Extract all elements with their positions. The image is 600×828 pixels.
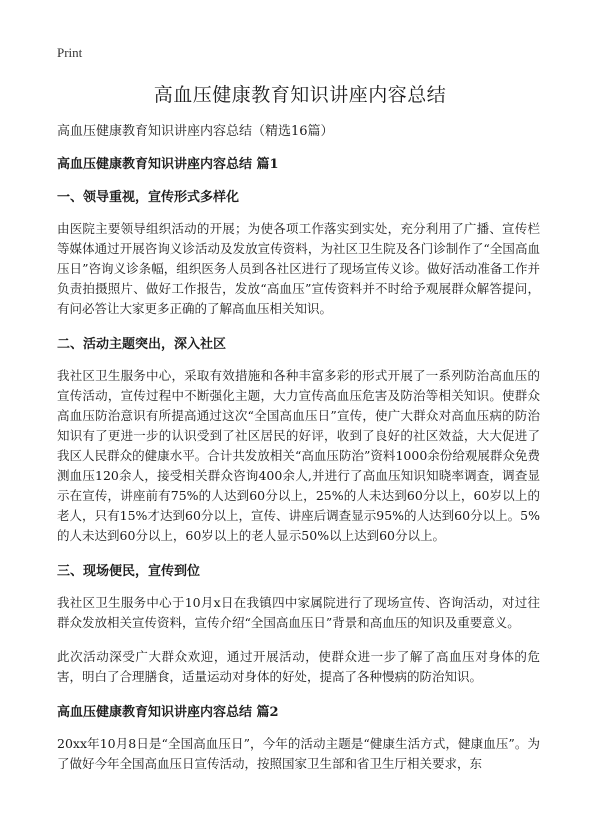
section-heading: 二、活动主题突出，深入社区 [57,337,227,352]
article-2 [57,701,540,774]
paragraph: 我社区卫生服务中心，采取有效措施和各种丰富多彩的形式开展了一系列防治高血压的宣传活动，宣传过程中不断强化主题，大力宣传高血压危害及防治等相关知识。使群众高血压防治意识有所提高通过这次“全国高血压日”宣传，使广大群众对高血压病的防治知识有了更进一步的认识受到了社区居民的好评，收到了良好的社区效益，大大促进了我区人民群众的健康水平。合计共发放相关“高血压防治”资料1000余份给观展群众免费测血压120余人，接受相关群众咨询400余人,并进行了高血压知识知晓率调查，调查显示在宣传，讲座前有75%的人达到60分以上，25%的人未达到60分以上，60岁以上的老人，只有15%才达到60分以上，宣传、讲座后调查显示95%的人达到60分以上。5%的人未达到60分以上，60岁以上的老人显示50%以上达到60分以上。 [57,368,540,543]
article-heading: 高血压健康教育知识讲座内容总结 篇1 [57,157,279,172]
paragraph: 我社区卫生服务中心于10月x日在我镇四中家属院进行了现场宣传、咨询活动，对过往群众发放相关宣传资料，宣传介绍“全国高血压日”背景和高血压的知识及重要意义。 [57,595,540,630]
article-heading: 高血压健康教育知识讲座内容总结 篇2 [57,705,279,720]
document-subtitle: 高血压健康教育知识讲座内容总结（精选16篇） [57,124,334,139]
paragraph: 由医院主要领导组织活动的开展；为使各项工作落实到实处，充分利用了广播、宣传栏等媒体通过开展咨询义诊活动及发放宣传资料，为社区卫生院及各门诊制作了“全国高血压日”咨询义诊条幅，组织医务人员到各社区进行了现场宣传义诊。做好活动准备工作并负责拍摄照片、做好工作报告，发放“高血压”宣传资料并不时给予观展群众解答提问，有问必答让大家更多正确的了解高血压相关知识。 [57,221,540,316]
section-heading: 三、现场便民，宣传到位 [57,564,201,579]
paragraph: 20xx年10月8日是“全国高血压日”，今年的活动主题是“健康生活方式，健康血压”。为了做好今年全国高血压日宣传活动，按照国家卫生部和省卫生厅相关要求，东 [57,736,540,771]
section-3 [57,560,540,687]
section-2 [57,333,540,546]
document-title: 高血压健康教育知识讲座内容总结 [153,84,447,106]
article-1 [57,153,540,687]
print-link[interactable]: Print [57,45,83,60]
section-1 [57,186,540,319]
document-body [57,120,540,788]
paragraph: 此次活动深受广大群众欢迎，通过开展活动，使群众进一步了解了高血压对身体的危害，明白了合理膳食，适量运动对身体的好处，提高了各种慢病的防治知识。 [57,649,540,684]
section-heading: 一、领导重视，宣传形式多样化 [57,190,240,205]
